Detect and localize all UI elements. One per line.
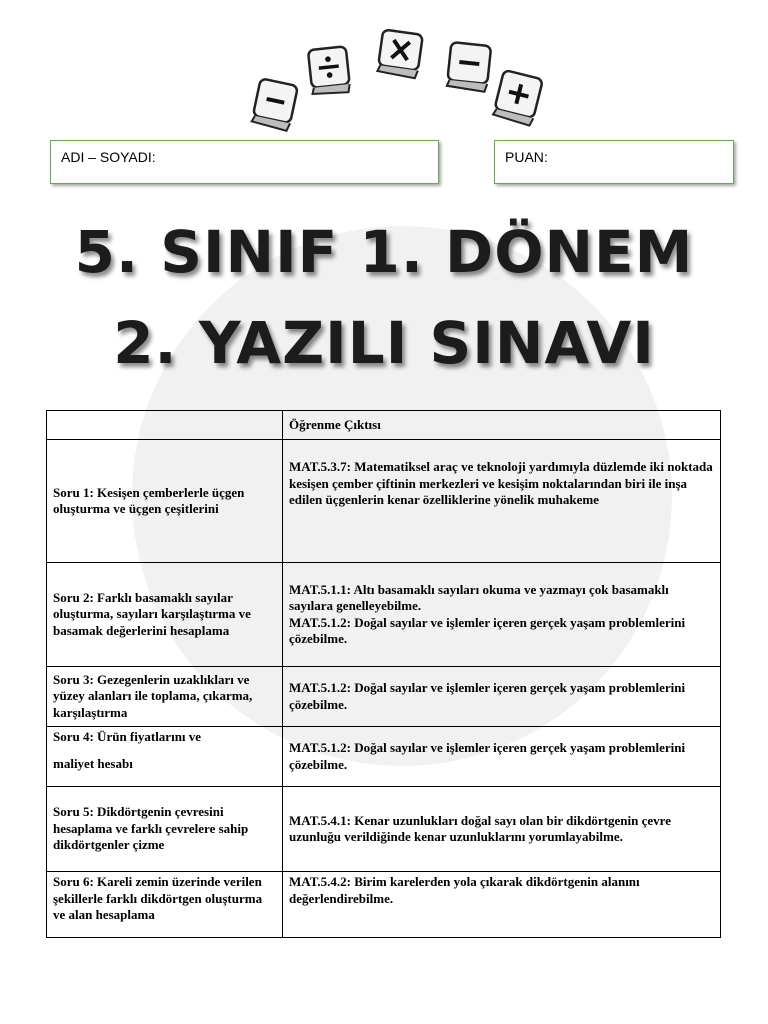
table-header-cell <box>47 411 283 440</box>
divide-die-icon <box>302 40 358 98</box>
table-header-row <box>47 411 721 440</box>
outcome-cell <box>283 727 721 787</box>
score-label: PUAN: <box>505 149 548 165</box>
multiply-die-icon <box>370 26 430 82</box>
page-title-line2: 2. YAZILI SINAVI <box>113 309 655 377</box>
table-header-cell: Öğrenme Çıktısı <box>283 411 721 440</box>
question-cell <box>47 727 283 787</box>
question-cell: Soru 1: Kesişen çemberlerle üçgen oluşturma ve üçgen çeşitlerini <box>47 440 283 563</box>
table-row <box>47 667 721 727</box>
question-cell: Soru 5: Dikdörtgenin çevresini hesaplama ve farklı çevrelere sahip dikdörtgenler çizme <box>47 787 283 872</box>
outcome-cell <box>283 563 721 667</box>
outcome-text: MAT.5.1.1: Altı basamaklı sayıları okuma ve yazmayı çok basamaklı sayılara genelleyebilme. <box>289 581 669 613</box>
outcome-text: MAT.5.1.2: Doğal sayılar ve işlemler içeren gerçek yaşam problemlerini çözebilme. <box>289 614 686 646</box>
outcome-text: MAT.5.1.2: Doğal sayılar ve işlemler içeren gerçek yaşam problemlerini çözebilme. <box>289 680 686 712</box>
question-text: Soru 4: Ürün fiyatlarını ve <box>53 729 202 744</box>
outcome-cell <box>283 667 721 727</box>
question-text: maliyet hesabı <box>53 755 133 771</box>
outcome-cell <box>283 440 721 563</box>
name-field[interactable] <box>50 140 439 184</box>
question-cell: Soru 2: Farklı basamaklı sayılar oluşturma, sayıları karşılaştırma ve basamak değerlerini hesaplama <box>47 563 283 667</box>
plus-die-icon <box>488 66 548 128</box>
page-title-line1: 5. SINIF 1. DÖNEM <box>74 218 694 286</box>
score-field[interactable] <box>494 140 734 184</box>
outcome-text: MAT.5.4.2: Birim karelerden yola çıkarak dikdörtgenin alanını değerlendirebilme. <box>289 874 640 906</box>
name-label: ADI – SOYADI: <box>61 149 156 165</box>
outcome-text: MAT.5.3.7: Matematiksel araç ve teknoloji yardımıyla düzlemde iki noktada kesişen çember çiftinin merkezleri ve kesişim noktalarından biri ile inşa edilen üçgenlerin kenar özelliklerine yönelik muhakeme <box>289 459 713 508</box>
outcome-cell <box>283 787 721 872</box>
dice-decoration <box>240 22 560 142</box>
table-row <box>47 727 721 787</box>
table-row <box>47 440 721 563</box>
table-row <box>47 872 721 938</box>
table-row <box>47 563 721 667</box>
outcomes-table <box>46 410 721 938</box>
question-cell: Soru 6: Kareli zemin üzerinde verilen şekillerle farklı dikdörtgen oluşturma ve alan hesaplama <box>47 872 283 938</box>
outcome-text: MAT.5.4.1: Kenar uzunlukları doğal sayı olan bir dikdörtgenin çevre uzunluğu verildiğinde kenar uzunluklarını yorumlayabilme. <box>289 812 671 844</box>
table-row <box>47 787 721 872</box>
question-cell: Soru 3: Gezegenlerin uzaklıkları ve yüzey alanları ile toplama, çıkarma, karşılaştırma <box>47 667 283 727</box>
outcome-text: MAT.5.1.2: Doğal sayılar ve işlemler içeren gerçek yaşam problemlerini çözebilme. <box>289 740 686 772</box>
minus-die-icon <box>248 74 304 132</box>
outcome-cell <box>283 872 721 938</box>
